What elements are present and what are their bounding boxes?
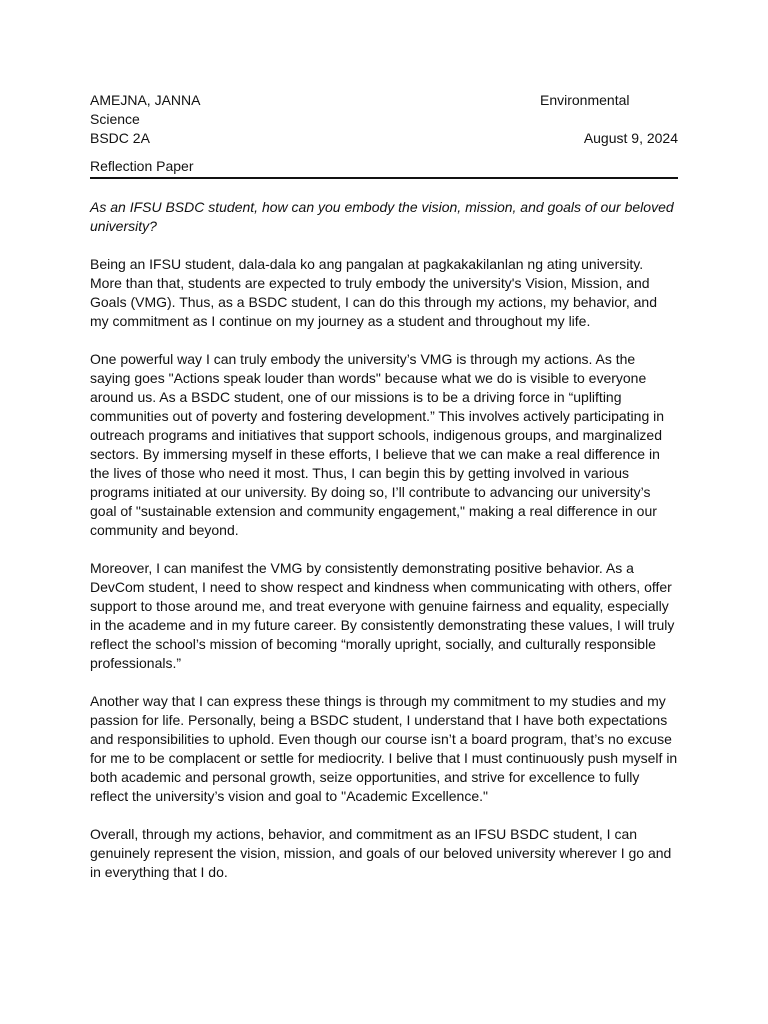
- header-row-1: [90, 91, 678, 110]
- paragraph-5: Overall, through my actions, behavior, and commitment as an IFSU BSDC student, I can genuinely represent the vision, mission, and goals of our beloved university wherever I go and in everything that I do.: [90, 826, 672, 880]
- student-name: AMEJNA, JANNA: [90, 92, 201, 108]
- document-page: [90, 91, 678, 882]
- guide-question: As an IFSU BSDC student, how can you embody the vision, mission, and goals of our beloved university?: [90, 199, 674, 234]
- header-row-3: [90, 129, 678, 148]
- paragraph-3: Moreover, I can manifest the VMG by consistently demonstrating positive behavior. As a DevCom student, I need to show respect and kindness when communicating with others, offer support to those around me, and treat everyone with genuine fairness and equality, especially in the academe and in my future career. By consistently demonstrating these values, I will truly reflect the school’s mission of becoming “morally upright, socially, and culturally responsible professionals.”: [90, 560, 675, 671]
- subject-name-continued: Science: [90, 111, 140, 127]
- paper-title: Reflection Paper: [90, 158, 194, 174]
- paragraph-1: Being an IFSU student, dala-dala ko ang pangalan at pagkakakilanlan ng ating university. More than that, students are expected to truly embody the university's Vision, Mission, and Goals (VMG). Thus, as a BSDC student, I can do this through my actions, my behavior, and my commitment as I continue on my journey as a student and throughout my life.: [90, 256, 658, 329]
- header-row-2: [90, 110, 678, 129]
- subject-name: Environmental: [540, 92, 630, 108]
- paragraph-2: One powerful way I can truly embody the university’s VMG is through my actions. As the saying goes "Actions speak louder than words" because what we do is visible to everyone around us. As a BSDC student, one of our missions is to be a driving force in “uplifting communities out of poverty and fostering development.” This involves actively participating in outreach programs and initiatives that support schools, indigenous groups, and marginalized sectors. By immersing myself in these efforts, I believe that we can make a real difference in the lives of those who need it most. Thus, I can begin this by getting involved in various programs initiated at our university. By doing so, I’ll contribute to advancing our university’s goal of "sustainable extension and community engagement," making a real difference in our community and beyond.: [90, 351, 665, 538]
- title-block: [90, 157, 678, 179]
- paragraph-4: Another way that I can express these things is through my commitment to my studies and my passion for life. Personally, being a BSDC student, I understand that I have both expectations and responsibilities to uphold. Even though our course isn’t a board program, that’s no excuse for me to be complacent or settle for mediocrity. I belive that I must continuously push myself in both academic and personal growth, seize opportunities, and strive for excellence to fully reflect the university’s vision and goal to "Academic Excellence.": [90, 693, 678, 804]
- section-label: BSDC 2A: [90, 130, 150, 146]
- date-label: August 9, 2024: [583, 130, 678, 146]
